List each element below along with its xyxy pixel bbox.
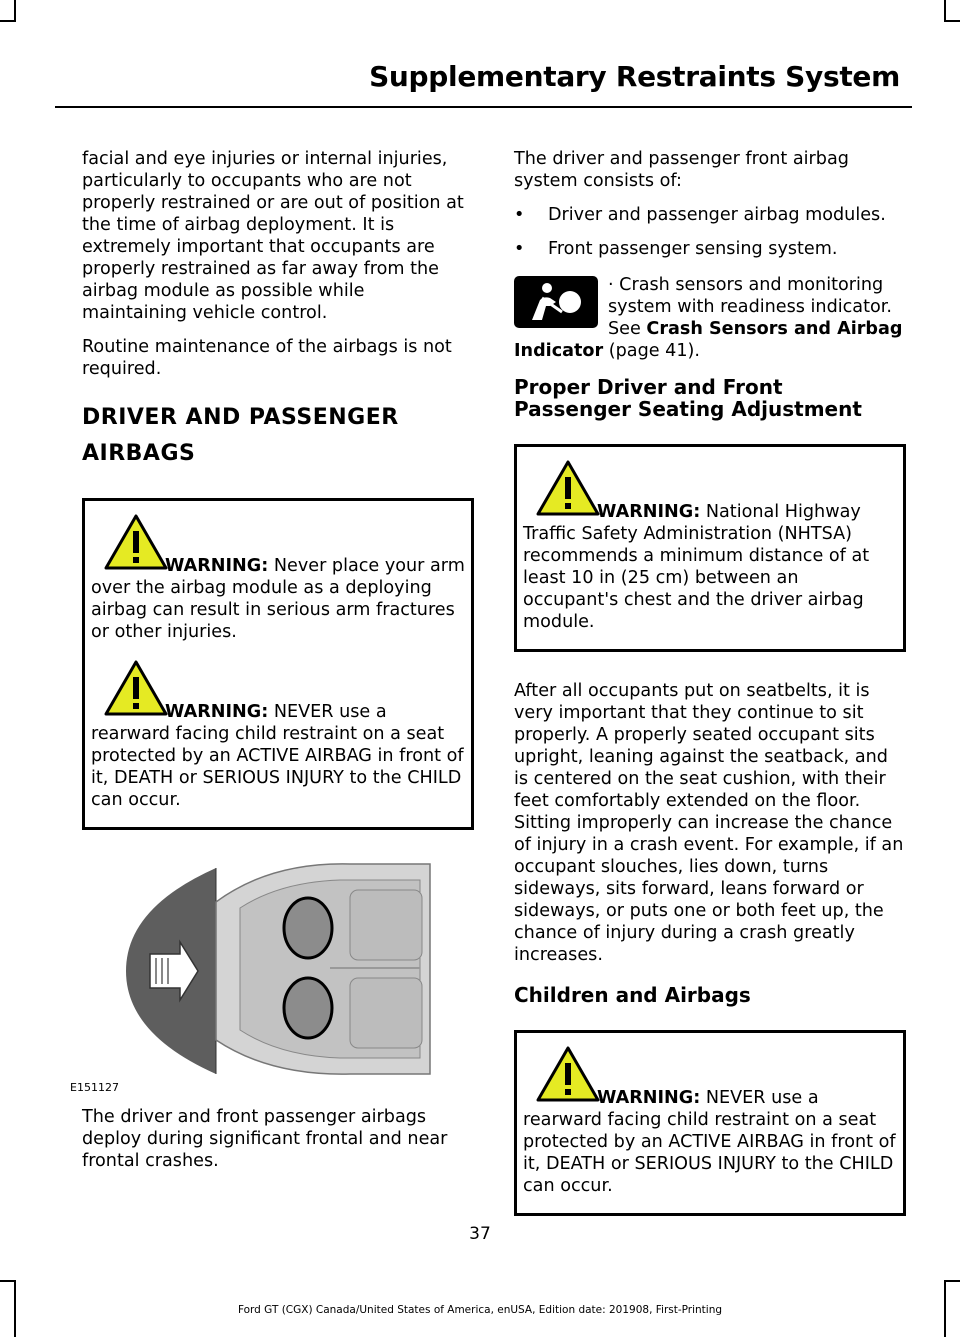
car-airbag-illustration: [70, 858, 462, 1094]
warning-text: [523, 501, 897, 633]
warning-triangle-icon: [103, 513, 169, 571]
crop-mark: [944, 20, 960, 22]
sensor-text: · Crash sensors and monitoring system with readiness indicator. See: [608, 275, 892, 339]
warning-item: [523, 1045, 897, 1197]
list-item: • Front passenger sensing system.: [514, 238, 906, 260]
warning-item: [523, 459, 897, 633]
warning-label: WARNING:: [597, 502, 701, 522]
sensor-paragraph: [514, 274, 906, 362]
airbag-deployment-figure: [70, 858, 462, 1094]
warning-box: [514, 1030, 906, 1216]
section-heading: Proper Driver and Front Passenger Seating Adjustment: [514, 375, 862, 421]
crop-mark: [14, 0, 16, 22]
warning-triangle-icon: [535, 459, 601, 517]
cross-reference-link[interactable]: Crash Sensors and Airbag Indicator: [514, 319, 903, 361]
section-heading-line: DRIVER AND PASSENGER: [82, 405, 399, 430]
warning-body: NEVER use a rearward facing child restraint on a seat protected by an ACTIVE AIRBAG in front of it, DEATH or SERIOUS INJURY to the CHILD can occur.: [91, 702, 464, 810]
list-item: • Driver and passenger airbag modules.: [514, 204, 906, 226]
warning-body: NEVER use a rearward facing child restraint on a seat protected by an ACTIVE AIRBAG in front of it, DEATH or SERIOUS INJURY to the CHILD can occur.: [523, 1088, 896, 1196]
paragraph: facial and eye injuries or internal injuries, particularly to occupants who are not properly restrained or are out of position at the time of airbag deployment. It is extremely important that occupants are properly restrained as far away from the airbag module as possible while maintaining vehicle control.: [82, 149, 464, 323]
warning-box: [82, 498, 474, 830]
left-column: [70, 148, 474, 1184]
crop-mark: [0, 1280, 16, 1282]
warning-label: WARNING:: [597, 1088, 701, 1108]
section-heading: [82, 400, 474, 472]
warning-item: [91, 513, 465, 643]
figure-code: E151127: [70, 1081, 119, 1094]
warning-label: WARNING:: [165, 702, 269, 722]
warning-box: [514, 444, 906, 652]
footer: Ford GT (CGX) Canada/United States of America, enUSA, Edition date: 201908, First-Printing: [237, 1304, 723, 1316]
title-rule: [55, 106, 912, 108]
warning-text: [91, 701, 465, 811]
airbag-indicator-icon: [514, 276, 598, 328]
bullet-list: [514, 204, 906, 260]
page-number: 37: [469, 1224, 491, 1244]
page-reference: (page 41).: [603, 341, 701, 361]
warning-triangle-icon: [103, 659, 169, 717]
warning-item: [91, 659, 465, 811]
paragraph: Routine maintenance of the airbags is not required.: [82, 337, 452, 379]
crop-mark: [944, 1280, 960, 1282]
crop-mark: [0, 20, 16, 22]
paragraph: The driver and passenger front airbag system consists of:: [514, 149, 849, 191]
section-heading: Children and Airbags: [514, 983, 751, 1007]
warning-label: WARNING:: [165, 556, 269, 576]
warning-body: National Highway Traffic Safety Administration (NHTSA) recommends a minimum distance of at least 10 in (25 cm) between an occupant's chest and the driver airbag module.: [523, 502, 870, 632]
warning-text: [523, 1087, 897, 1197]
paragraph: The driver and front passenger airbags deploy during significant frontal and near frontal crashes.: [82, 1107, 448, 1171]
section-heading-line: AIRBAGS: [82, 441, 196, 466]
warning-triangle-icon: [535, 1045, 601, 1103]
warning-body: Never place your arm over the airbag module as a deploying airbag can result in serious arm fractures or other injuries.: [91, 556, 465, 642]
page-title: Supplementary Restraints System: [369, 60, 900, 93]
right-column: [514, 148, 906, 1244]
paragraph: After all occupants put on seatbelts, it is very important that they continue to sit properly. A properly seated occupant sits upright, leaning against the seatback, and is centered on the seat cushion, with their feet comfortably extended on the floor. Sitting improperly can increase the chance of injury in a crash event. For example, if an occupant slouches, lies down, turns sideways, sits forward, leans forward or sideways, or puts one or both feet up, the chance of injury during a crash greatly increases.: [514, 681, 904, 965]
crop-mark: [944, 0, 946, 22]
